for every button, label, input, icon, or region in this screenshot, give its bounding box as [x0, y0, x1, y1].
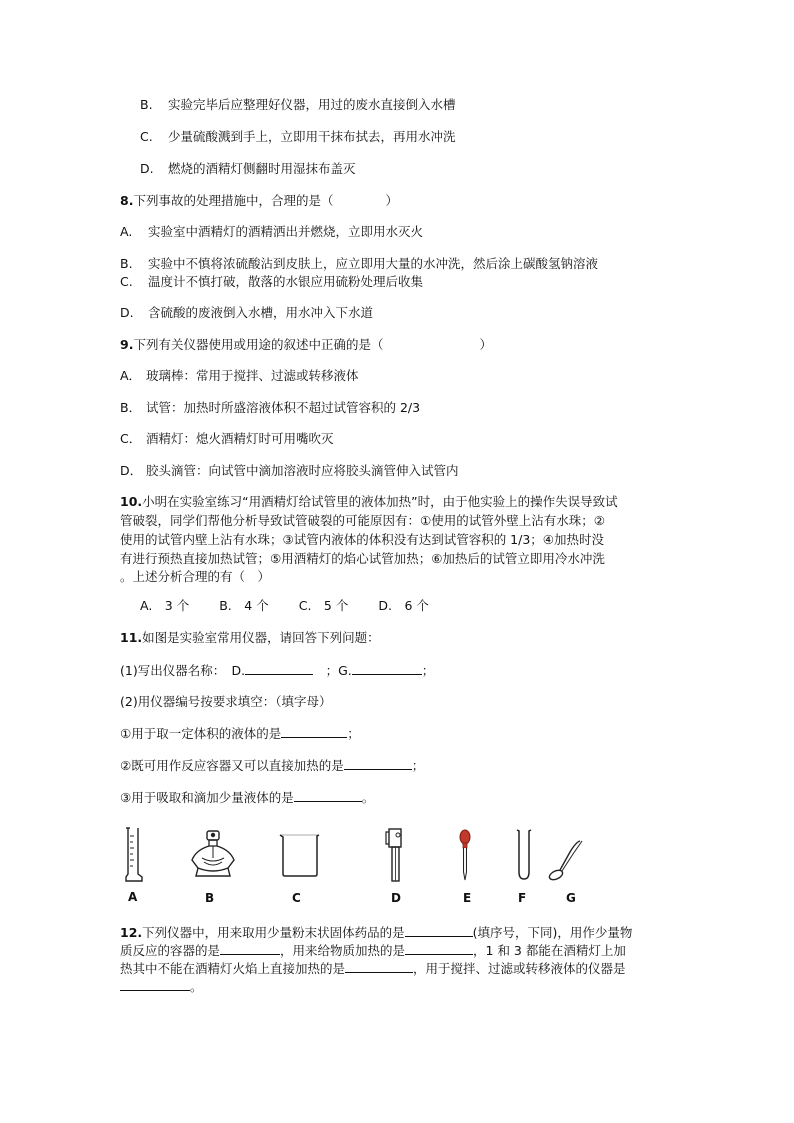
q12-text-3b: ，用于搅拌、过滤或转移液体的仪器是 — [413, 961, 626, 976]
question-number: 12. — [120, 925, 143, 940]
q12-line-2 — [120, 942, 626, 959]
q12-text-1a: 下列仪器中，用来取用少量粉末状固体药品的是 — [142, 925, 405, 940]
option-text: 实验中不慎将浓硫酸沾到皮肤上，应立即用大量的水冲洗，然后涂上碳酸氢钠溶液 — [148, 256, 599, 271]
q11-part2: (2)用仪器编号按要求填空：（填字母） — [120, 694, 332, 709]
answer-blank-3[interactable] — [294, 789, 362, 802]
answer-blank-4[interactable] — [345, 960, 413, 973]
answer-blank-2[interactable] — [220, 942, 280, 955]
option-text: 实验完毕后应整理好仪器，用过的废水直接倒入水槽 — [168, 97, 456, 112]
question-stem-end: ） — [479, 337, 492, 352]
q11-sub2 — [120, 757, 424, 774]
q9-stem — [120, 337, 492, 353]
answer-blank-5[interactable] — [120, 978, 190, 991]
apparatus-label-d: D — [391, 891, 401, 905]
option-text: 试管：加热时所盛溶液体积不超过试管容积的 2/3 — [146, 400, 421, 415]
option-letter: D. — [140, 161, 154, 176]
q12-text-2c: ，1 和 3 都能在酒精灯上加 — [473, 943, 626, 958]
option-letter: A． — [120, 368, 142, 383]
answer-blank-1[interactable] — [281, 725, 347, 738]
option-letter: D． — [120, 463, 143, 478]
test-tube-icon — [514, 828, 534, 882]
graduated-cylinder-icon — [122, 826, 146, 884]
option-letter: C. — [120, 274, 133, 289]
option-text: 燃烧的酒精灯侧翻时用湿抹布盖灭 — [168, 161, 356, 176]
part1-mid: ；G. — [325, 663, 352, 678]
q10-line-1 — [120, 494, 618, 510]
option-text: 实验室中酒精灯的酒精洒出并燃烧，立即用水灭火 — [148, 224, 424, 239]
q10-line-2: 管破裂，同学们帮他分析导致试管破裂的可能原因有：①使用的试管外壁上沾有水珠；② — [120, 513, 605, 528]
question-text: 小明在实验室练习“用酒精灯给试管里的液体加热”时，由于他实验上的操作失误导致试 — [142, 494, 618, 509]
answer-blank-3[interactable] — [405, 942, 473, 955]
sub2-text: ②既可用作反应容器又可以直接加热的是 — [120, 758, 344, 773]
question-stem-end: ） — [385, 193, 398, 208]
option-letter: A. — [120, 224, 133, 239]
question-number: 11. — [120, 630, 143, 645]
q7-option-d — [140, 161, 356, 177]
q12-text-1b: (填序号，下同)，用作少量物 — [472, 925, 633, 940]
q11-part1 — [120, 662, 434, 679]
choice-d[interactable]: D. 6 个 — [378, 598, 429, 613]
q12-text-4-end: 。 — [190, 979, 203, 994]
option-text: 玻璃棒：常用于搅拌、过滤或转移液体 — [146, 368, 359, 383]
q10-line-5: 。上述分析合理的有（ ） — [120, 569, 271, 584]
q11-stem — [120, 630, 380, 646]
q10-line-4: 有进行预热直接加热试管；⑤用酒精灯的焰心试管加热；⑥加热后的试管立即用冷水冲洗 — [120, 551, 605, 566]
apparatus-label-b: B — [205, 891, 215, 905]
q8-option-b — [120, 256, 598, 272]
choice-a[interactable]: A. 3 个 — [140, 598, 190, 613]
option-text: 少量硫酸溅到手上，立即用干抹布拭去，再用水冲洗 — [168, 129, 456, 144]
beaker-icon — [278, 832, 322, 878]
apparatus-label-c: C — [292, 891, 301, 905]
answer-blank-2[interactable] — [344, 757, 412, 770]
q11-sub3 — [120, 789, 374, 806]
option-letter: B． — [120, 400, 142, 415]
q8-stem — [120, 193, 398, 209]
option-text: 胶头滴管：向试管中滴加溶液时应将胶头滴管伸入试管内 — [146, 463, 459, 478]
answer-blank-1[interactable] — [405, 924, 473, 937]
choice-c[interactable]: C. 5 个 — [298, 598, 349, 613]
part1-prefix: (1)写出仪器名称： D. — [120, 663, 246, 678]
q12-text-2a: 质反应的容器的是 — [120, 943, 221, 958]
q9-option-b — [120, 400, 420, 416]
apparatus-label-a: A — [128, 890, 138, 904]
question-number: 8. — [120, 193, 134, 208]
alcohol-lamp-icon — [188, 828, 238, 882]
sub3-end: 。 — [361, 790, 375, 805]
q8-option-d — [120, 305, 373, 321]
sub1-end: ； — [347, 726, 360, 741]
option-letter: B. — [140, 97, 153, 112]
medicine-spoon-icon — [546, 838, 586, 882]
q7-option-b — [140, 97, 456, 113]
option-text: 酒精灯：熄火酒精灯时可用嘴吹灭 — [146, 431, 334, 446]
answer-blank-g[interactable] — [352, 662, 422, 675]
q7-option-c — [140, 129, 456, 145]
question-stem: 如图是实验室常用仪器，请回答下列问题： — [142, 630, 380, 645]
apparatus-label-f: F — [518, 891, 527, 905]
sub1-text: ①用于取一定体积的液体的是 — [120, 726, 282, 741]
q9-option-d — [120, 463, 459, 479]
test-tube-holder-icon — [382, 826, 410, 884]
option-letter: C. — [140, 129, 153, 144]
q12-line-1 — [120, 924, 632, 941]
choice-b[interactable]: B. 4 个 — [219, 598, 269, 613]
option-letter: D. — [120, 305, 134, 320]
q9-option-c — [120, 431, 334, 447]
apparatus-label-e: E — [463, 891, 472, 905]
question-number: 9. — [120, 337, 134, 352]
option-letter: C． — [120, 431, 142, 446]
option-letter: B. — [120, 256, 133, 271]
apparatus-label-g: G — [566, 891, 576, 905]
q10-line-3: 使用的试管内壁上沾有水珠；③试管内液体的体积没有达到试管容积的 1/3；④加热时没 — [120, 532, 605, 547]
question-number: 10. — [120, 494, 143, 509]
q12-text-2b: ，用来给物质加热的是 — [280, 943, 406, 958]
dropper-icon — [456, 828, 474, 882]
q12-line-3 — [120, 960, 626, 977]
q8-option-c — [120, 274, 423, 290]
sub3-text: ③用于吸取和滴加少量液体的是 — [120, 790, 294, 805]
q12-text-3a: 热其中不能在酒精灯火焰上直接加热的是 — [120, 961, 346, 976]
q11-sub1 — [120, 725, 360, 742]
q12-line-4 — [120, 978, 203, 995]
option-text: 含硫酸的废液倒入水槽，用水冲入下水道 — [148, 305, 374, 320]
q10-choices — [140, 598, 459, 614]
question-stem: 下列有关仪器使用或用途的叙述中正确的是（ — [133, 337, 384, 352]
question-stem: 下列事故的处理措施中，合理的是（ — [133, 193, 334, 208]
option-text: 温度计不慎打破，散落的水银应用硫粉处理后收集 — [148, 274, 424, 289]
q9-option-a — [120, 368, 359, 384]
answer-blank-d[interactable] — [245, 662, 313, 675]
part1-end: ； — [421, 663, 435, 678]
sub2-end: ； — [411, 758, 425, 773]
q8-option-a — [120, 224, 423, 240]
